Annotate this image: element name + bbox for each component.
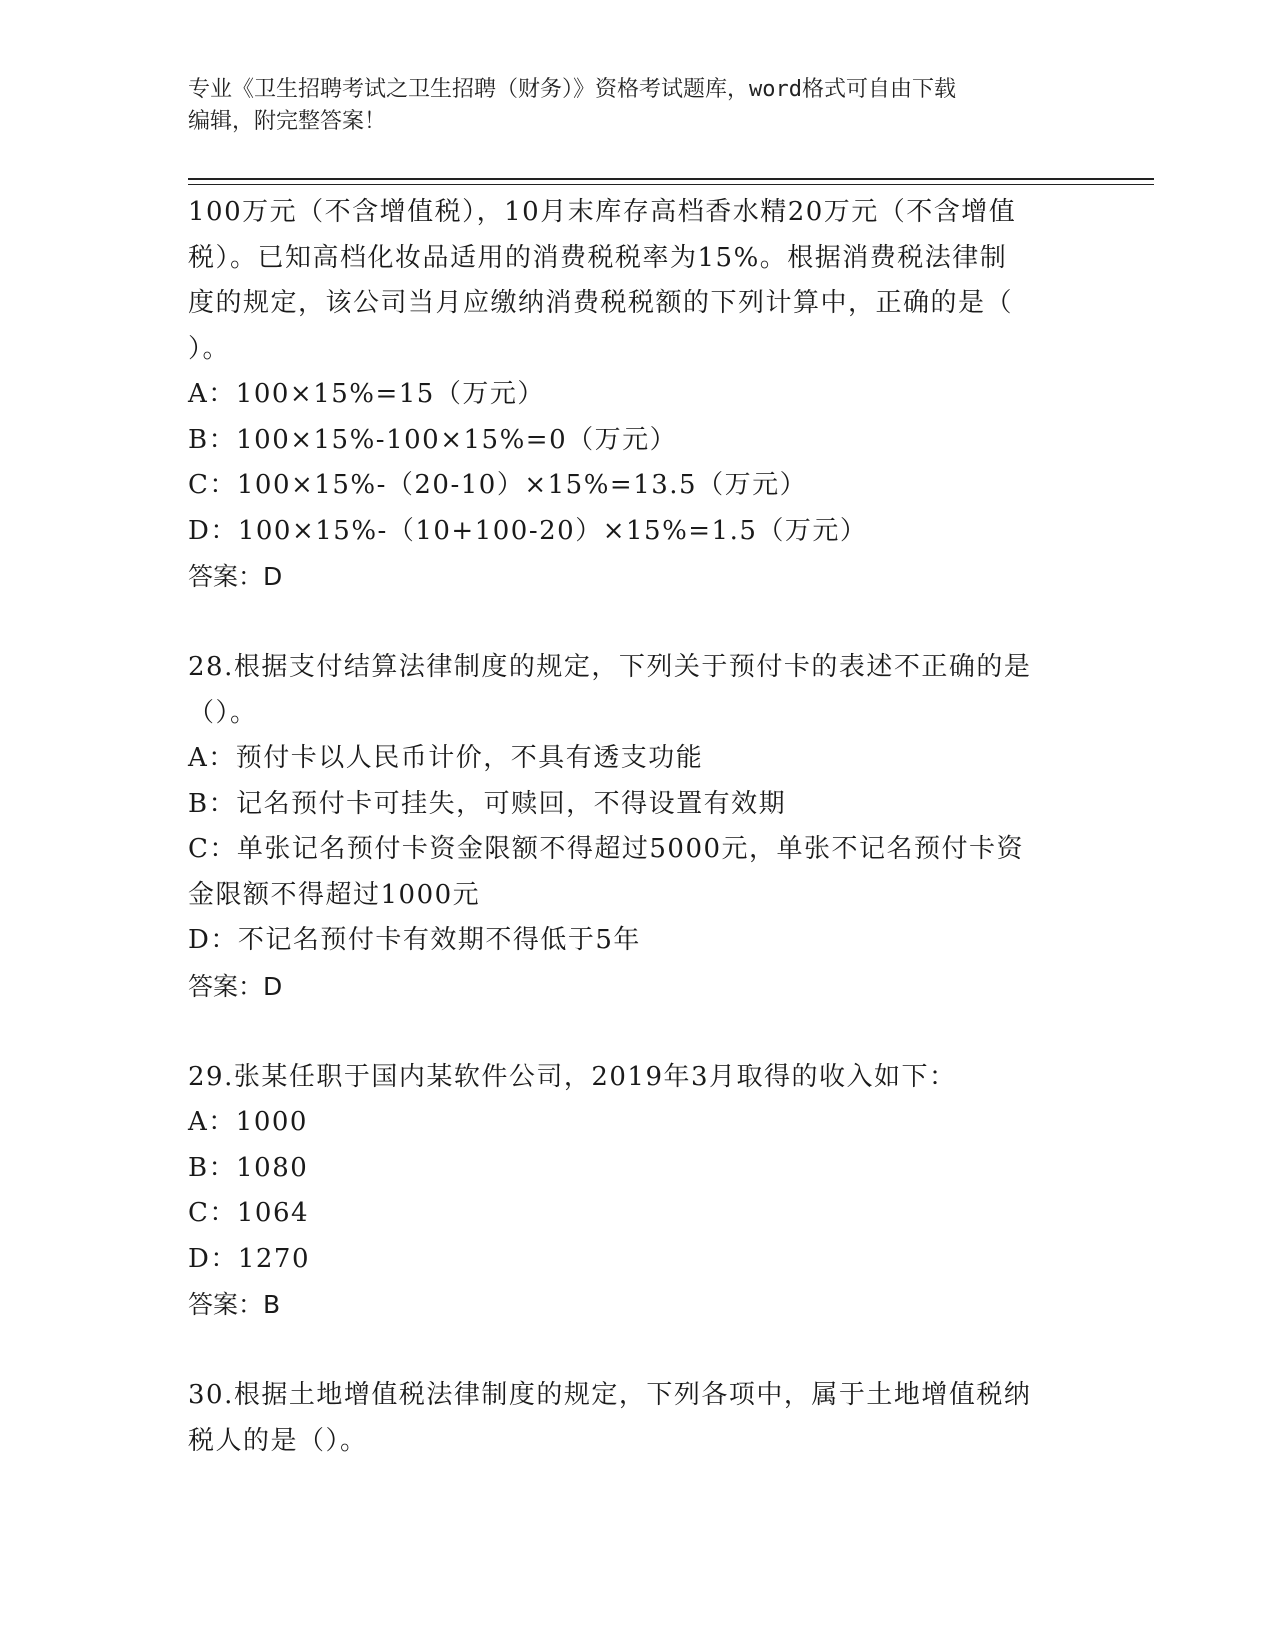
header-line-2: 编辑，附完整答案！: [188, 109, 387, 134]
option-c: C：单张记名预付卡资金限额不得超过5000元，单张不记名预付卡资: [188, 834, 1025, 864]
spacer: [188, 1009, 1068, 1055]
option-a: A：100×15%=15（万元）: [188, 379, 545, 409]
question-text-line: 税人的是（）。: [188, 1425, 368, 1456]
question-29: [188, 1055, 1068, 1328]
question-text-line: 28.根据支付结算法律制度的规定，下列关于预付卡的表述不正确的是: [188, 652, 1032, 682]
question-text-line: 100万元（不含增值税），10月末库存高档香水精20万元（不含增值: [188, 197, 1017, 227]
question-27: [188, 190, 1068, 600]
option-d: D：1270: [188, 1243, 311, 1274]
question-text-line: 30.根据土地增值税法律制度的规定，下列各项中，属于土地增值税纳: [188, 1380, 1032, 1410]
option-c: C：100×15%-（20-10）×15%=13.5（万元）: [188, 470, 808, 500]
option-c: C：1064: [188, 1198, 310, 1228]
option-b: B：1080: [188, 1152, 309, 1183]
question-30: [188, 1373, 1068, 1464]
option-a: A：预付卡以人民币计价，不具有透支功能: [188, 743, 704, 773]
answer-line: 答案：D: [188, 562, 283, 591]
option-b: B：100×15%-100×15%=0（万元）: [188, 424, 678, 455]
question-text-line: 29.张某任职于国内某软件公司，2019年3月取得的收入如下：: [188, 1061, 957, 1092]
question-28: [188, 645, 1068, 1009]
question-text-line: 度的规定，该公司当月应缴纳消费税税额的下列计算中，正确的是（: [188, 288, 1014, 318]
header-line-1: 专业《卫生招聘考试之卫生招聘（财务）》资格考试题库，word格式可自由下载: [188, 77, 956, 102]
document-header: [188, 74, 1068, 138]
document-body: [188, 190, 1068, 1464]
spacer: [188, 600, 1068, 646]
option-a: A：1000: [188, 1107, 308, 1137]
header-rule-thin: [188, 184, 1154, 185]
spacer: [188, 1328, 1068, 1374]
question-text-line: 税）。已知高档化妆品适用的消费税税率为15%。根据消费税法律制: [188, 242, 1008, 273]
question-text-line: ）。: [188, 333, 231, 364]
option-b: B：记名预付卡可挂失，可赎回，不得设置有效期: [188, 788, 787, 819]
option-c-continued: 金限额不得超过1000元: [188, 879, 481, 910]
question-text-line: （）。: [188, 697, 258, 728]
option-d: D：100×15%-（10+100-20）×15%=1.5（万元）: [188, 515, 868, 546]
answer-line: 答案：B: [188, 1290, 281, 1319]
option-d: D：不记名预付卡有效期不得低于5年: [188, 925, 641, 955]
header-rule-thick: [188, 178, 1154, 180]
answer-line: 答案：D: [188, 971, 283, 1001]
